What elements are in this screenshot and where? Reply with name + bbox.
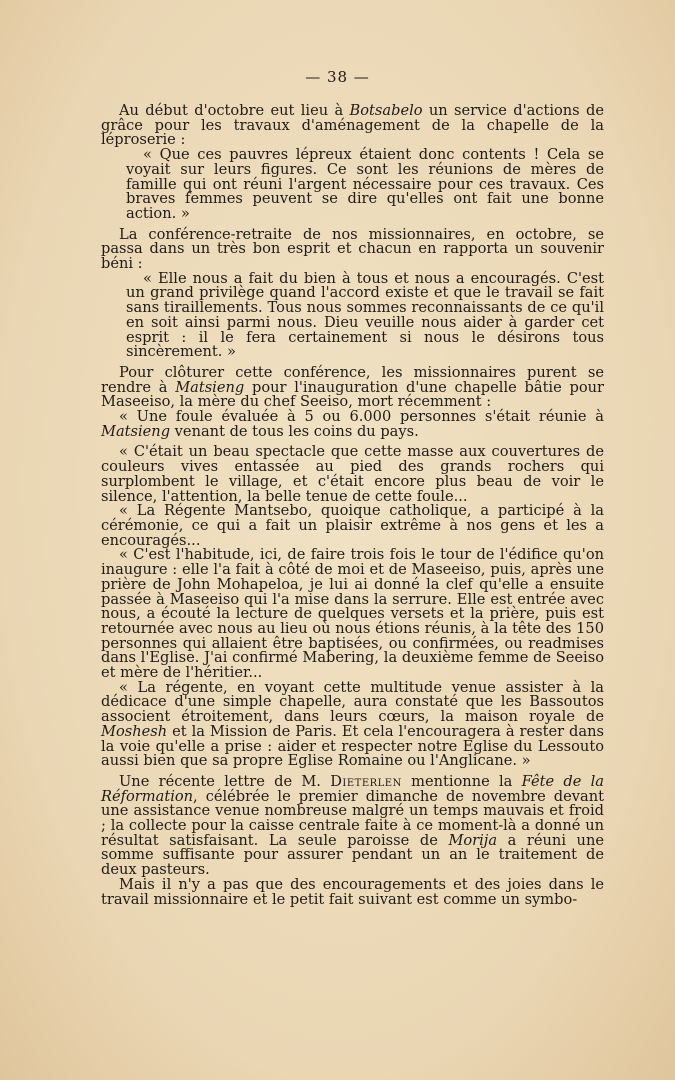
text-run: « Elle nous a fait du bien à tous et nous a encouragés. C'est un grand privilège quand l'accord existe et que le travail se fait sans tiraillements. Tous nous sommes reconnaissants de ce qu'il en soit ainsi parmi nous. Dieu veuille nous aider à garder cet esprit : il le fera certainement si nous le désirons tous sincèrement. » — [126, 269, 604, 361]
italic-term: Morija — [448, 831, 498, 849]
text-run: mentionne la — [401, 772, 522, 790]
text-run: « Que ces pauvres lépreux étaient donc contents ! Cela se voyait sur leurs figures. Ce sont les réunions de mères de famille qui ont réuni l'argent nécessaire pour ces travaux. Ces braves femmes peuvent se dire qu'elles ont fait une bonne action. » — [126, 146, 604, 222]
paragraph — [101, 225, 604, 273]
text-run: et la Mission de Paris. Et cela l'encouragera à rester dans la voie qu'elle a prise : aider et respecter notre Eglise du Lessouto aussi bien que sa propre Eglise Romaine ou l'Anglicane. » — [101, 722, 604, 770]
text-run: « La régente, en voyant cette multitude venue assister à la dédicace d'une simple chapelle, aura constaté que les Bassoutos associent étroitement, dans leurs cœurs, la maison royale de — [101, 678, 604, 726]
italic-term: Moshesh — [101, 722, 168, 740]
italic-term: Matsieng — [101, 422, 171, 440]
paragraph — [101, 772, 604, 879]
text-run: a réuni une somme suffisante pour assurer pendant un an le traitement de deux pasteurs. — [101, 831, 604, 879]
text-run: Mais il n'y a pas que des encouragements et des joies dans le travail missionnaire et le petit fait suivant est comme un symbo- — [101, 875, 604, 908]
text-run: « C'est l'habitude, ici, de faire trois fois le tour de l'édifice qu'on inaugure : elle l'a fait à côté de moi et de Maseeiso, puis, après une prière de John Mohapeloa, je lui ai donné la clef qu'elle a ensuite passée à Maseeiso qui l'a mise dans la serrure. Elle est entrée avec nous, a écouté la lecture de quelques versets et la prière, puis est retournée avec nous au lieu où nous étions réunis, à la tête des 150 personnes qui allaient être baptisées, ou confirmées, ou readmises dans l'Eglise. J'ai confirmé Mabering, la deuxième femme de Seeiso et mère de l'héritier... — [101, 546, 604, 682]
text-run: « C'était un beau spectacle que cette masse aux couvertures de couleurs vives entassée au pied des grands rochers qui surplombent le village, et c'était encore plus beau de voir le silence, l'attention, la belle tenue de cette foule... — [101, 443, 604, 505]
italic-term: Matsieng — [175, 378, 245, 396]
paragraph — [101, 104, 604, 148]
italic-term: Botsabelo — [349, 102, 423, 119]
paragraph — [101, 875, 604, 908]
text-run: un service d'actions de grâce pour les travaux d'aménagement de la chapelle de la léproserie : — [101, 102, 604, 149]
quoted-paragraph — [101, 269, 604, 361]
text-run: « La Régente Mantsebo, quoique catholique, a participé à la cérémonie, ce qui a fait un plaisir extrême à nos gens et les a encouragés... — [101, 502, 604, 549]
text-run: Pour clôturer cette conférence, les missionnaires purent se rendre à — [101, 363, 604, 396]
paragraph — [101, 504, 604, 548]
paragraph — [101, 548, 604, 680]
text-run: La conférence-retraite de nos missionnaires, en octobre, se passa dans un très bon esprit et chacun en rapporta un souvenir béni : — [101, 225, 604, 273]
text-run: venant de tous les coins du pays. — [170, 422, 419, 440]
text-run: Au début d'octobre eut lieu à — [119, 102, 350, 119]
paragraph — [101, 678, 604, 770]
text-run: pour l'inauguration d'une chapelle bâtie pour Maseeiso, la mère du chef Seeiso, mort récemment : — [101, 378, 604, 411]
text-run: , célébrée le premier dimanche de novembre devant une assistance venue nombreuse malgré un temps mauvais et froid ; la collecte pour la caisse centrale faite à ce moment-là a donné un résultat satisfaisant. La seule paroisse de — [101, 787, 604, 849]
paragraph — [101, 445, 604, 504]
text-run: Une récente lettre de M. — [119, 772, 331, 790]
paragraph — [101, 363, 604, 411]
paragraph — [101, 410, 604, 439]
page-number: — 38 — — [305, 68, 370, 86]
text-run: « Une foule évaluée à 5 ou 6.000 personnes s'était réunie à — [119, 408, 604, 426]
italic-term: Fête de la Réformation — [101, 772, 604, 805]
author-name: Dieterlen — [330, 772, 402, 790]
body-text — [101, 104, 604, 907]
quoted-paragraph — [101, 148, 604, 222]
